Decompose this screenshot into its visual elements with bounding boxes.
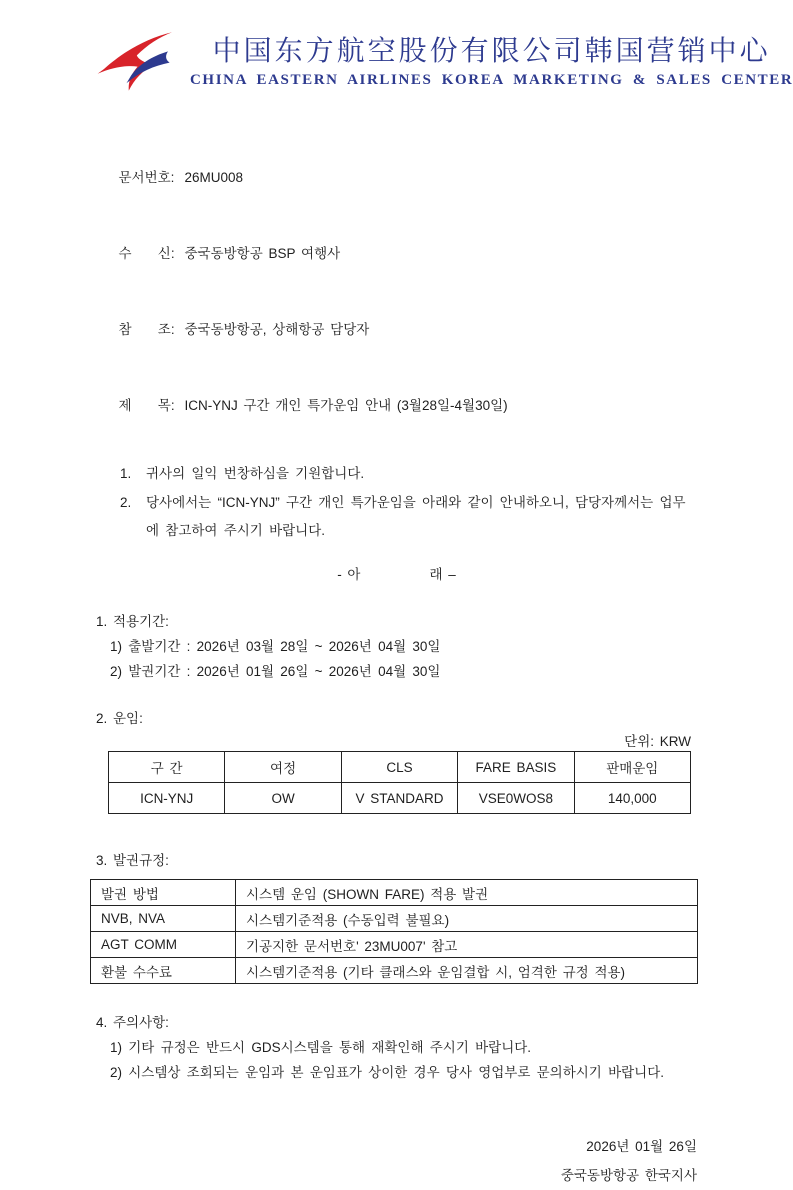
- doc-recipient-value: 중국동방항공 BSP 여행사: [184, 246, 341, 262]
- letterhead-titles: [190, 33, 793, 88]
- signature-block: [96, 1132, 697, 1190]
- ticketing-period: 2) 발권기간 : 2026년 01월 26일 ~ 2026년 04월 30일: [110, 663, 441, 679]
- fare-col-sector: 구 간: [109, 752, 225, 783]
- intro-item-1: [120, 460, 697, 488]
- rule-row-ticketing-method: [91, 880, 698, 906]
- rule-value-refund-fee: 시스템기준적용 (기타 클래스와 운임결합 시, 엄격한 규정 적용): [236, 958, 698, 984]
- rule-value-agt-comm: 기공지한 문서번호' 23MU007' 참고: [236, 932, 698, 958]
- issue-date: 2026년 01월 26일: [586, 1138, 697, 1154]
- section-4-title: 4. 주의사항:: [96, 1015, 169, 1031]
- document-info: [96, 140, 697, 444]
- doc-recipient-label: 수 신:: [118, 246, 175, 262]
- section-3-title: 3. 발권규정:: [96, 853, 169, 869]
- fare-table: [108, 751, 691, 814]
- doc-number-value: 26MU008: [184, 170, 244, 186]
- fare-col-class: CLS: [341, 752, 457, 783]
- fare-sector: ICN-YNJ: [109, 783, 225, 814]
- doc-subject-line: [96, 368, 697, 444]
- fare-col-fare-basis: FARE BASIS: [458, 752, 574, 783]
- section-2-title: 2. 운임:: [96, 711, 143, 727]
- letterhead: [96, 26, 793, 96]
- rule-value-ticketing-method: 시스템 운임 (SHOWN FARE) 적용 발권: [236, 880, 698, 906]
- company-title-chinese: 中国东方航空股份有限公司韩国营销中心: [212, 35, 771, 67]
- rule-label-nvb-nva: NVB, NVA: [91, 906, 236, 932]
- intro-item-1-number: 1.: [120, 465, 132, 481]
- doc-recipient-line: [96, 216, 697, 292]
- china-eastern-logo-icon: [96, 29, 176, 93]
- fare-table-row: [109, 783, 691, 814]
- issuing-company: 중국동방항공 한국지사: [560, 1167, 697, 1183]
- doc-cc-value: 중국동방항공, 상해항공 담당자: [184, 322, 370, 338]
- rule-row-nvb-nva: [91, 906, 698, 932]
- fare-table-header-row: [109, 752, 691, 783]
- rule-label-ticketing-method: 발권 방법: [91, 880, 236, 906]
- fare-col-price: 판매운임: [574, 752, 690, 783]
- doc-number-line: [96, 140, 697, 216]
- section-1-title: 1. 적용기간:: [96, 613, 169, 629]
- note-gds-recheck: 1) 기타 규정은 반드시 GDS시스템을 통해 재확인해 주시기 바랍니다.: [110, 1040, 532, 1056]
- fare-itinerary: OW: [225, 783, 341, 814]
- rule-value-nvb-nva: 시스템기준적용 (수동입력 불필요): [236, 906, 698, 932]
- section-notes: [96, 1010, 697, 1086]
- section-ticketing-rules: [96, 848, 697, 984]
- doc-subject-label: 제 목:: [118, 397, 175, 413]
- below-divider: - 아 래 –: [337, 566, 456, 582]
- rule-label-refund-fee: 환불 수수료: [91, 958, 236, 984]
- doc-cc-label: 참 조:: [118, 322, 175, 338]
- intro-item-2-text: 당사에서는 “ICN-YNJ” 구간 개인 특가운임을 아래와 같이 안내하오니, 담당자께서는 업무에 참고하여 주시기 바랍니다.: [146, 494, 686, 538]
- company-title-english: CHINA EASTERN AIRLINES KOREA MARKETING & SALES CENTER: [190, 71, 793, 88]
- fare-basis: VSE0WOS8: [458, 783, 574, 814]
- rule-row-refund-fee: [91, 958, 698, 984]
- section-application-period: [96, 609, 697, 685]
- fare-class: V STANDARD: [341, 783, 457, 814]
- note-fare-discrepancy: 2) 시스템상 조회되는 운임과 본 운임표가 상이한 경우 당사 영업부로 문의하시기 바랍니다.: [110, 1065, 664, 1081]
- intro-list: [120, 460, 697, 545]
- fare-price: 140,000: [574, 783, 690, 814]
- intro-item-2: [120, 489, 697, 545]
- section-fare: [96, 706, 697, 814]
- doc-cc-line: [96, 292, 697, 368]
- doc-number-label: 문서번호:: [118, 170, 175, 186]
- fare-col-itinerary: 여정: [225, 752, 341, 783]
- rule-row-agt-comm: [91, 932, 698, 958]
- departure-period: 1) 출발기간 : 2026년 03월 28일 ~ 2026년 04월 30일: [110, 638, 441, 654]
- intro-item-2-number: 2.: [120, 494, 132, 510]
- rules-table: [90, 879, 698, 984]
- intro-item-1-text: 귀사의 일익 번창하심을 기원합니다.: [146, 465, 365, 481]
- currency-unit-label: 단위: KRW: [624, 734, 691, 750]
- doc-subject-value: ICN-YNJ 구간 개인 특가운임 안내 (3월28일-4월30일): [184, 397, 508, 413]
- rule-label-agt-comm: AGT COMM: [91, 932, 236, 958]
